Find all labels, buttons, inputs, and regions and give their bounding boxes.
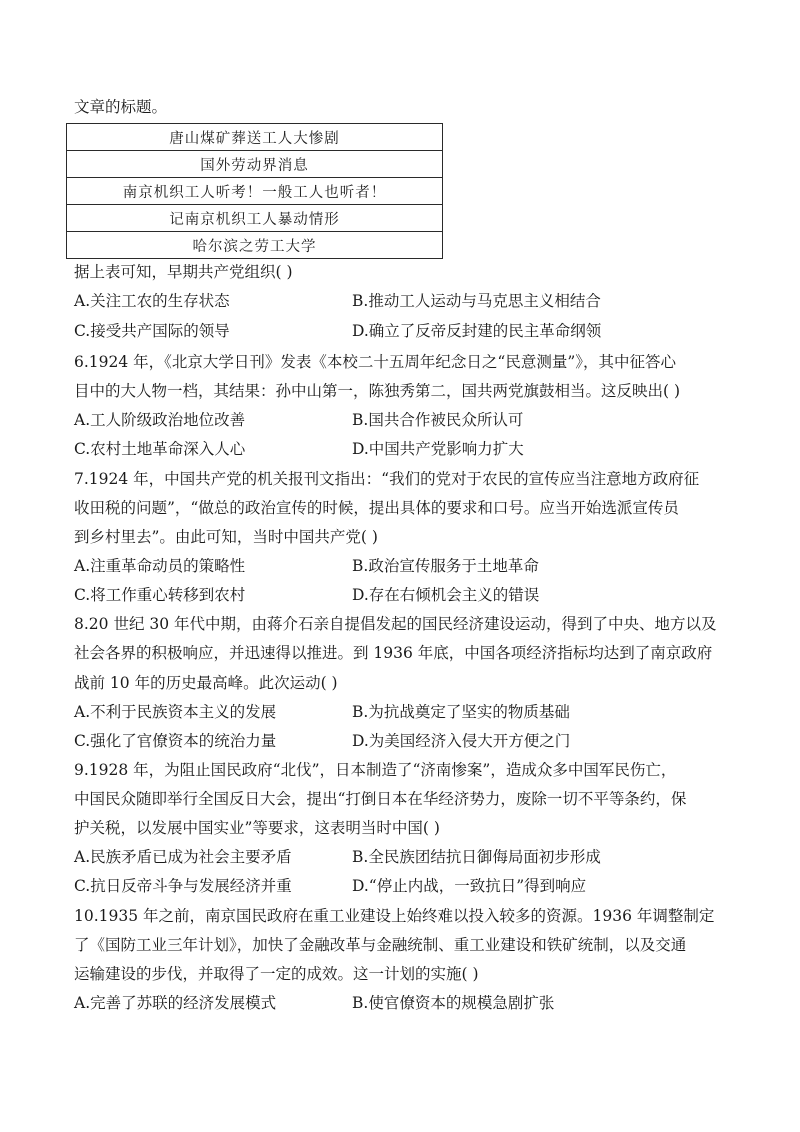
q9-option-d: D.“停止内战，一致抗日”得到响应 <box>352 877 587 895</box>
q9-option-a: A.民族矛盾已成为社会主要矛盾 <box>74 848 292 866</box>
q7-option-a: A.注重革命动员的策略性 <box>74 557 246 575</box>
table-row <box>67 178 443 205</box>
table-cell: 哈尔滨之劳工大学 <box>67 232 443 259</box>
q8-option-b: B.为抗战奠定了坚实的物质基础 <box>352 703 570 721</box>
q6-option-a: A.工人阶级政治地位改善 <box>74 411 246 429</box>
table-row <box>67 232 443 259</box>
q9-stem-line-2: 中国民众随即举行全国反日大会，提出“打倒日本在华经济势力，废除一切不平等条约，保 <box>74 790 687 808</box>
q7-stem-line-3: 到乡村里去”。由此可知，当时中国共产党( ) <box>74 528 378 546</box>
table-cell: 国外劳动界消息 <box>67 151 443 178</box>
q8-option-d: D.为美国经济入侵大开方便之门 <box>352 732 571 750</box>
q10-stem-line-1: 10.1935 年之前，南京国民政府在重工业建设上始终难以投入较多的资源。1936 年调整制定 <box>74 907 715 925</box>
q8-option-a: A.不利于民族资本主义的发展 <box>74 703 277 721</box>
q5-option-d: D.确立了反帝反封建的民主革命纲领 <box>352 322 602 340</box>
q5-stem: 据上表可知，早期共产党组织( ) <box>74 263 293 281</box>
table-cell: 唐山煤矿葬送工人大惨剧 <box>67 124 443 151</box>
q9-option-b: B.全民族团结抗日御侮局面初步形成 <box>352 848 601 866</box>
q9-stem-line-3: 护关税，以发展中国实业”等要求，这表明当时中国( ) <box>74 819 440 837</box>
q7-stem-line-1: 7.1924 年，中国共产党的机关报刊文指出：“我们的党对于农民的宣传应当注意地方政府征 <box>74 470 700 488</box>
table-row <box>67 124 443 151</box>
q8-option-c: C.强化了官僚资本的统治力量 <box>74 732 277 750</box>
q8-stem-line-3: 战前 10 年的历史最高峰。此次运动( ) <box>74 674 338 692</box>
q7-option-c: C.将工作重心转移到农村 <box>74 586 246 604</box>
q6-option-b: B.国共合作被民众所认可 <box>352 411 524 429</box>
q6-stem-line-2: 目中的大人物一档，其结果：孙中山第一，陈独秀第二，国共两党旗鼓相当。这反映出( ) <box>74 382 681 400</box>
q5-option-c: C.接受共产国际的领导 <box>74 322 230 340</box>
q6-stem-line-1: 6.1924 年，《北京大学日刊》发表《本校二十五周年纪念日之“民意测量”》，其中征答心 <box>74 353 677 371</box>
q8-stem-line-2: 社会各界的积极响应，并迅速得以推进。到 1936 年底，中国各项经济指标均达到了南京政府 <box>74 644 713 662</box>
q6-option-d: D.中国共产党影响力扩大 <box>352 440 524 458</box>
q7-stem-line-2: 收田税的问题”，“做总的政治宣传的时候，提出具体的要求和口号。应当开始选派宣传员 <box>74 499 679 517</box>
table-row <box>67 205 443 232</box>
q8-stem-line-1: 8.20 世纪 30 年代中期，由蒋介石亲自提倡发起的国民经济建设运动，得到了中央、地方以及 <box>74 615 717 633</box>
intro-text: 文章的标题。 <box>74 98 168 116</box>
headlines-table <box>66 123 443 259</box>
q5-option-b: B.推动工人运动与马克思主义相结合 <box>352 292 601 310</box>
q10-option-a: A.完善了苏联的经济发展模式 <box>74 994 277 1012</box>
q5-option-a: A.关注工农的生存状态 <box>74 292 230 310</box>
table-row <box>67 151 443 178</box>
q10-option-b: B.使官僚资本的规模急剧扩张 <box>352 994 555 1012</box>
q7-option-d: D.存在右倾机会主义的错误 <box>352 586 540 604</box>
q6-option-c: C.农村土地革命深入人心 <box>74 440 246 458</box>
table-cell: 南京机织工人听考！一般工人也听者！ <box>67 178 443 205</box>
q9-option-c: C.抗日反帝斗争与发展经济并重 <box>74 877 292 895</box>
q10-stem-line-2: 了《国防工业三年计划》，加快了金融改革与金融统制、重工业建设和铁矿统制，以及交通 <box>74 936 687 954</box>
table-cell: 记南京机织工人暴动情形 <box>67 205 443 232</box>
q9-stem-line-1: 9.1928 年，为阻止国民政府“北伐”，日本制造了“济南惨案”，造成众多中国军民伤亡， <box>74 761 677 779</box>
q7-option-b: B.政治宣传服务于土地革命 <box>352 557 539 575</box>
q10-stem-line-3: 运输建设的步伐，并取得了一定的成效。这一计划的实施( ) <box>74 965 479 983</box>
